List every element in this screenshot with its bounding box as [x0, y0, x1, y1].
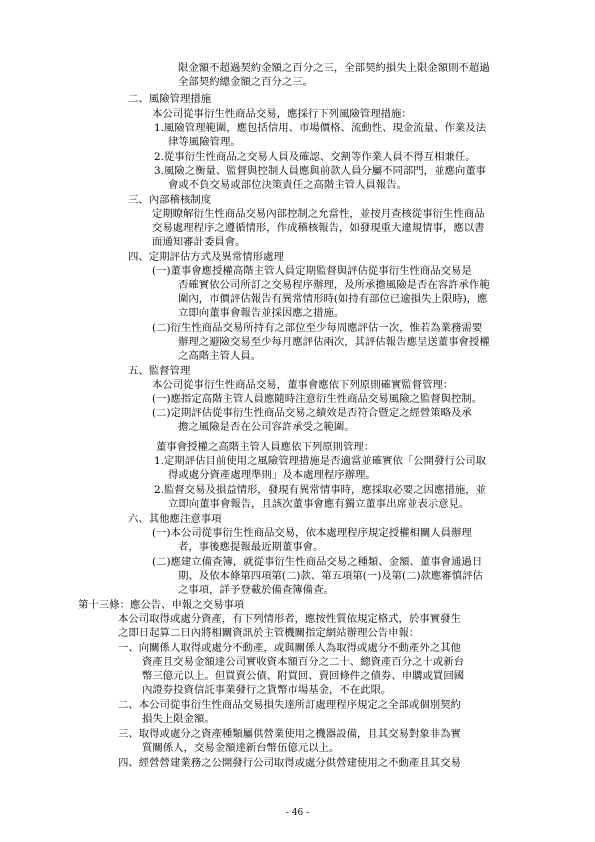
text-line-27: 董事會授權之高階主管人員應依下列原則管理：	[156, 441, 375, 453]
section-heading-3: 三、內部稽核制度	[128, 194, 212, 206]
text-line-42: 資產且交易金額達公司實收資本額百分之二十、總資產百分之十或新台	[142, 656, 465, 668]
text-line-41: 一、向關係人取得或處分不動產，或與關係人為取得或處分不動產外之其他	[118, 642, 461, 654]
text-line-45: 二、本公司從事衍生性商品交易損失達所訂處理程序規定之全部或個別契約	[118, 699, 461, 711]
text-line-39: 本公司取得或處分資產，有下列情形者，應按性質依規定格式，於事實發生	[118, 613, 461, 625]
text-line-47: 三、取得或處分之資產種類屬供營業使用之機器設備，且其交易對象非為實	[118, 728, 461, 740]
text-line-18: 立即向董事會報告並採因應之措施。	[178, 307, 345, 319]
text-line-49: 四、經營營建業務之公開發行公司取得或處分供營建使用之不動產且其交易	[118, 757, 461, 769]
text-line-25: (二)定期評估從事衍生性商品交易之績效是否符合暨定之經營策略及承	[152, 407, 472, 419]
text-line-13: 面通知審計委員會。	[152, 236, 246, 248]
text-line-23: 本公司從事衍生性商品交易，董事會應依下列原則確實監督管理：	[152, 379, 454, 391]
text-line-8: 3.風險之衡量、監督與控制人員應與前款人員分屬不同部門，並應向董事	[154, 165, 487, 177]
text-line-20: 辦理之避險交易至少每月應評估兩次，其評估報告應呈送董事會授權	[178, 336, 490, 348]
text-line-16: 否確實依公司所訂之交易程序辦理，及所承擔風險是否在容許承作範	[178, 279, 490, 291]
text-line-9: 會或不負交易或部位決策責任之高階主管人員報告。	[168, 179, 407, 191]
text-line-30: 2.監督交易及損益情形，發現有異常情事時，應採取必要之因應措施，並	[154, 484, 487, 496]
text-line-24: (一)應指定高階主管人員應隨時注意衍生性商品交易風險之監督與控制。	[152, 393, 483, 405]
section-heading-4: 四、定期評估方式及異常情形處理	[128, 251, 284, 263]
text-line-26: 擔之風險是否在公司容許承受之範圍。	[178, 421, 355, 433]
text-line-33: (一)本公司從事衍生性商品交易，依本處理程序規定授權相關人員辦理	[152, 527, 472, 539]
text-line-35: (二)應建立備查簿，就從事衍生性商品交易之種類、金額、董事會通過日	[152, 556, 483, 568]
text-line-31: 立即向董事會報告，且該次董事會應有獨立董事出席並表示意見。	[168, 498, 470, 510]
text-line-44: 內證券投資信託事業發行之貨幣市場基金，不在此限。	[142, 684, 392, 696]
text-line-40: 之即日起算二日內將相關資訊於主管機關指定網站辦理公告申報：	[118, 627, 420, 639]
text-line-19: (二)衍生性商品交易所持有之部位至少每周應評估一次，惟若為業務需要	[152, 322, 483, 334]
page-number: - 46 -	[285, 808, 310, 818]
text-line-43: 幣三億元以上。但買賣公債、附買回、賣回條件之債券、申購或買回國	[142, 670, 465, 682]
section-heading-6: 六、其他應注意事項	[128, 513, 222, 525]
text-line-1: 限金額不超過契約金額之百分之三，全部契約損失上限金額則不超過	[178, 62, 490, 74]
text-line-2: 全部契約總金額之百分之三。	[178, 76, 314, 88]
text-line-5: 1.風險管理範圍，應包括信用、市場價格、流動性、現金流量、作業及法	[154, 122, 487, 134]
text-line-7: 2.從事衍生性商品之交易人員及確認、交割等作業人員不得互相兼任。	[154, 151, 476, 163]
text-line-4: 本公司從事衍生性商品交易，應採行下列風險管理措施：	[152, 108, 412, 120]
article-heading-13: 第十三條：應公告、申報之交易事項	[78, 599, 245, 611]
text-line-15: (一)董事會應授權高階主管人員定期監督與評估從事衍生性商品交易是	[152, 265, 472, 277]
text-line-21: 之高階主管人員。	[178, 350, 262, 362]
text-line-6: 律等風險管理。	[168, 136, 241, 148]
text-line-48: 質關係人，交易金額達新台幣伍億元以上。	[142, 742, 340, 754]
text-line-11: 定期瞭解衍生性商品交易內部控制之允當性，並按月查核從事衍生性商品	[152, 208, 485, 220]
text-line-28: 1.定期評估目前使用之風險管理措施是否適當並確實依「公開發行公司取	[154, 455, 487, 467]
text-line-12: 交易處理程序之遵循情形，作成稽核報告，如發現重大違規情事，應以書	[152, 222, 485, 234]
text-line-36: 期、及依本條第四項第(二)款、第五項第(一)及第(二)款應審慎評估	[178, 570, 483, 582]
section-heading-2: 二、風險管理措施	[128, 93, 212, 105]
text-line-37: 之事項，詳予登載於備查簿備查。	[178, 584, 334, 596]
section-heading-5: 五、監督管理	[128, 365, 191, 377]
text-line-46: 損失上限金額。	[142, 713, 215, 725]
text-line-34: 者，事後應提報最近期董事會。	[178, 541, 324, 553]
text-line-29: 得或處分資產處理準則」及本處理程序辦理。	[168, 469, 376, 481]
text-line-17: 圍內，市價評估報告有異常情形時(如持有部位已逾損失上限時)，應	[178, 293, 488, 305]
